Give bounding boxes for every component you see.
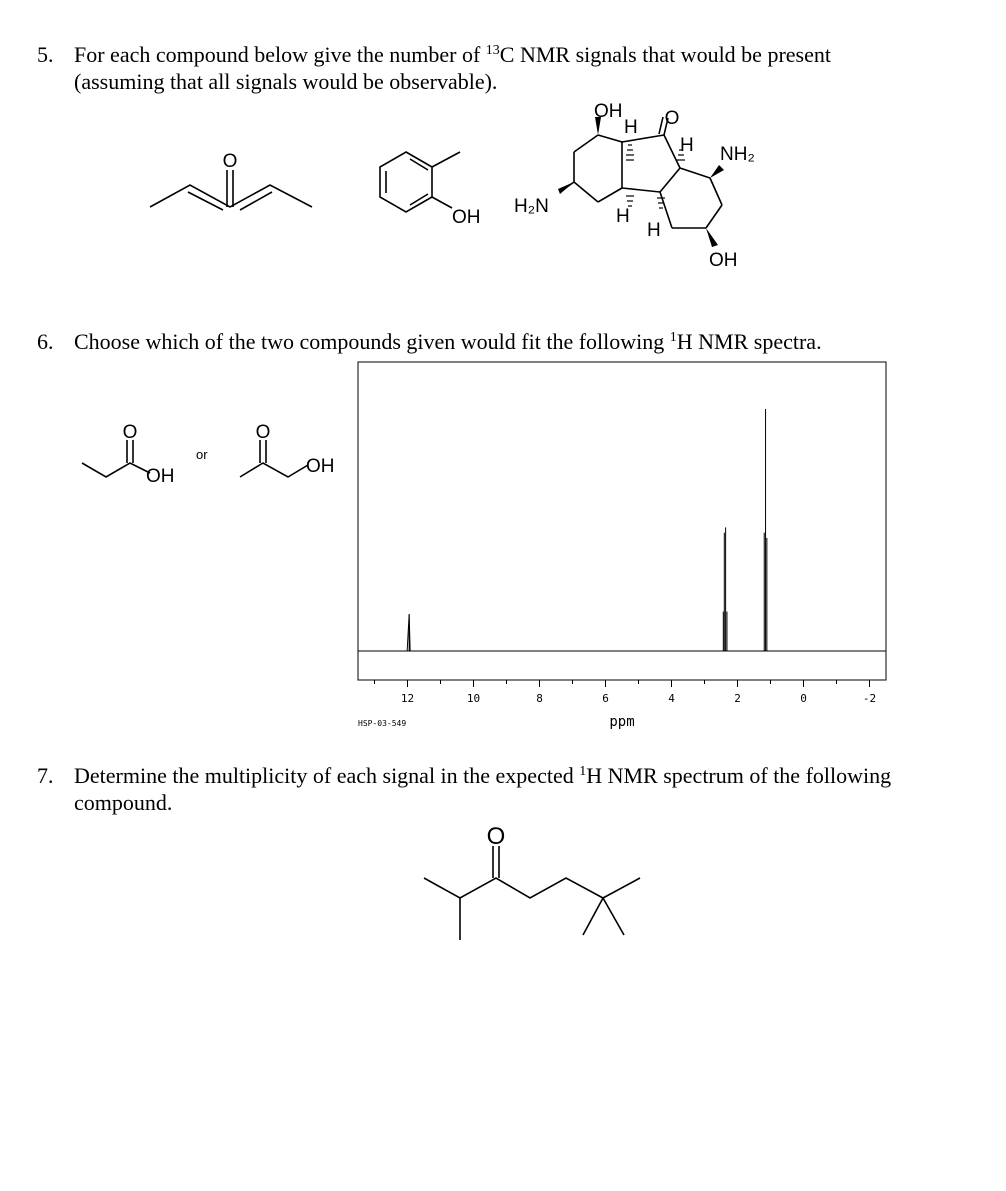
peak-group (407, 409, 767, 651)
tick-group (375, 680, 877, 705)
hydroxyl-label: OH (146, 466, 175, 487)
oxygen-label: O (255, 422, 271, 443)
hydrogen-label: H (616, 206, 630, 227)
tick-label: 12 (400, 692, 415, 705)
hydroxyl-label: OH (594, 101, 623, 122)
x-axis-label: ppm (609, 714, 635, 730)
question-number: 5. (37, 42, 54, 67)
tick-label: 0 (800, 692, 807, 705)
tick-label: -2 (862, 692, 877, 705)
tick-label: 4 (668, 692, 675, 705)
wedge-bond (710, 165, 724, 178)
hydrogen-label: H (624, 117, 638, 138)
wedge-bond (706, 228, 718, 247)
oxygen-label: O (222, 151, 238, 172)
question-number: 7. (37, 763, 54, 788)
hydrogen-label: H (680, 135, 694, 156)
propanoic-acid-structure (82, 440, 150, 477)
tick-label: 8 (536, 692, 543, 705)
hydroxyacetone-structure (240, 440, 308, 477)
question-text: Choose which of the two compounds given would fit the following $^1$H NMR spectra. (74, 329, 822, 354)
oxygen-label: O (486, 823, 506, 850)
cresol-structure (380, 152, 460, 212)
isotope-superscript: 1 (669, 330, 677, 345)
sample-id: HSP-03-549 (358, 719, 407, 728)
tick-label: 2 (734, 692, 741, 705)
isotope-superscript: 1 (579, 764, 587, 779)
dienone-structure (150, 170, 312, 210)
ketone-structure (424, 846, 640, 940)
nmr-spectrum (358, 362, 886, 730)
tick-label: 10 (466, 692, 481, 705)
amine-label: NH₂ (720, 144, 755, 165)
isotope-superscript: 13 (485, 43, 500, 58)
question-text: For each compound below give the number of $^{13}$C NMR signals that would be present (assuming that all signals would be observable). (74, 42, 831, 94)
oxygen-label: O (664, 108, 680, 129)
hydroxyl-label: OH (306, 456, 335, 477)
hydroxyl-label: OH (452, 207, 481, 228)
tick-label: 6 (602, 692, 609, 705)
question-number: 6. (37, 329, 54, 354)
or-label: or (196, 447, 208, 462)
oxygen-label: O (122, 422, 138, 443)
amine-label: H₂N (514, 196, 549, 217)
hydrogen-label: H (647, 220, 661, 241)
polycyclic-structure (560, 117, 722, 228)
hydroxyl-label: OH (709, 250, 738, 271)
spectrum-frame (358, 362, 886, 680)
question-text: Determine the multiplicity of each signal in the expected $^1$H NMR spectrum of the following compound. (74, 763, 892, 815)
wedge-bond (558, 182, 574, 194)
